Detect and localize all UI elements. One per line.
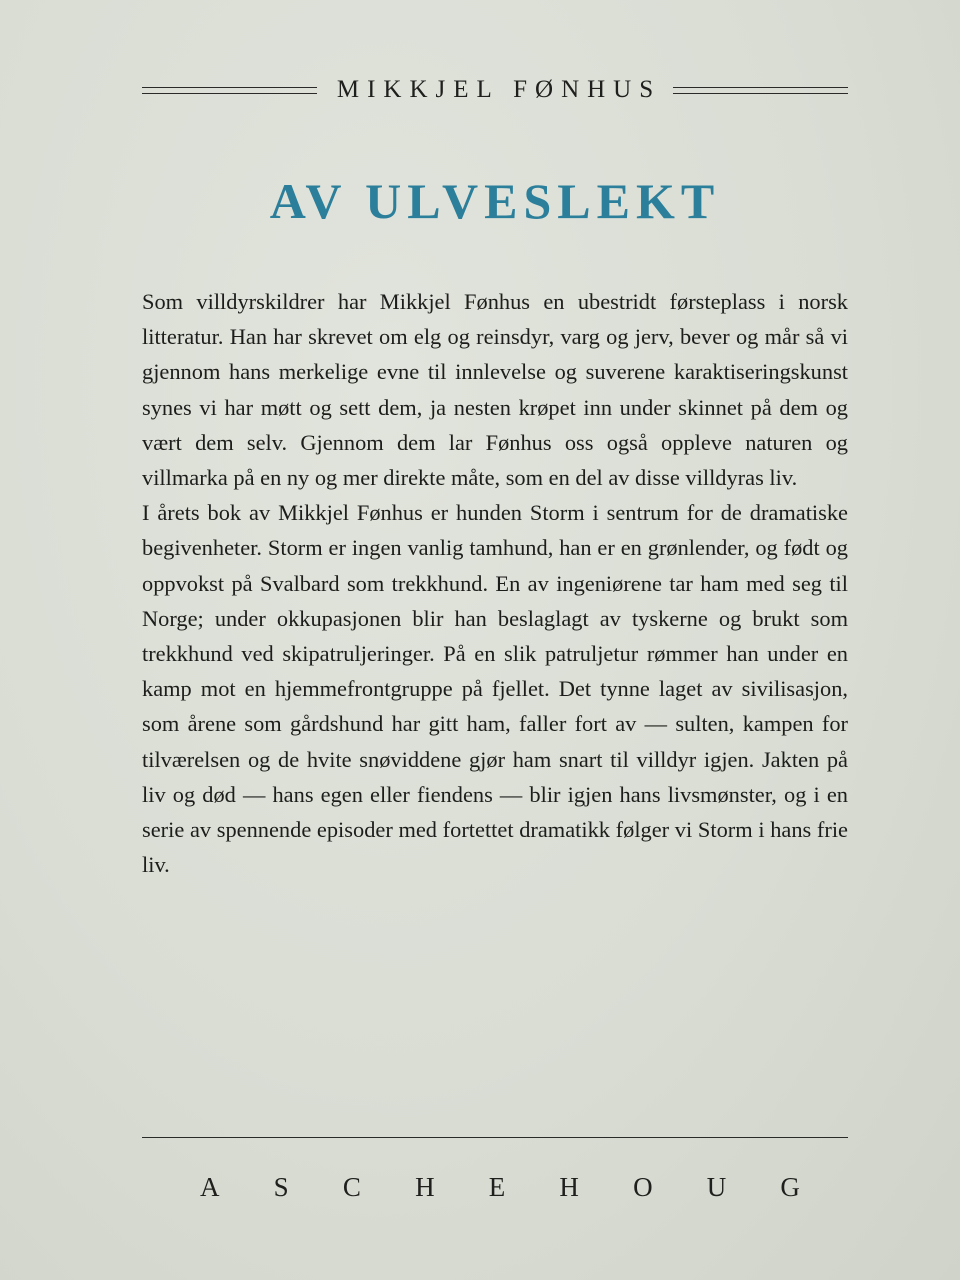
publisher-letter: H [415, 1172, 435, 1202]
book-description [142, 284, 848, 882]
right-double-rule [673, 87, 848, 94]
bottom-rule [142, 1137, 848, 1138]
publisher-letter: S [273, 1172, 289, 1202]
book-title: AV ULVESLEKT [269, 173, 721, 229]
description-paragraph: I årets bok av Mikkjel Fønhus er hunden Storm i sentrum for de dramatiske begivenheter. Storm er ingen vanlig tamhund, han er en grønlender, og født og oppvokst på Svalbard som trekkhund. En av ingeniørene tar ham med seg til Norge; under okkupasjonen blir han beslaglagt av tyskerne og brukt som trekkhund ved skipatruljeringer. På en slik patruljetur rømmer han under en kamp mot en hjemmefrontgruppe på fjellet. Det tynne laget av sivilisasjon, som årene som gårdshund har gitt ham, faller fort av — sulten, kampen for tilværelsen og de hvite snøviddene gjør ham snart til villdyr igjen. Jakten på liv og død — hans egen eller fiendens — blir igjen hans livsmønster, og i en serie av spennende episoder med fortettet dramatikk følger vi Storm i hans frie liv. [142, 500, 848, 878]
publisher-letter: H [559, 1172, 579, 1202]
publisher-letter: U [706, 1172, 727, 1202]
description-paragraph: Som villdyrskildrer har Mikkjel Fønhus en ubestridt førsteplass i norsk litteratur. Han har skrevet om elg og reinsdyr, varg og jerv, bever og mår så vi gjennom hans merkelige evne til innlevelse og suverene karaktiseringskunst synes vi har møtt og sett dem, ja nesten krøpet inn under skinnet på dem og vært dem selv. Gjennom dem lar Fønhus oss også oppleve naturen og villmarka på en ny og mer direkte måte, som en del av disse villdyras liv. [142, 289, 848, 491]
left-double-rule [142, 87, 317, 94]
author-name: MIKKJEL FØNHUS [336, 76, 662, 103]
author-header [142, 72, 848, 108]
publisher-letter: E [488, 1172, 506, 1202]
publisher-letter: C [342, 1172, 361, 1202]
publisher-letter: O [633, 1172, 653, 1202]
publisher-name [200, 1172, 800, 1203]
publisher-letter: G [780, 1172, 800, 1202]
publisher-letter: A [200, 1172, 220, 1202]
